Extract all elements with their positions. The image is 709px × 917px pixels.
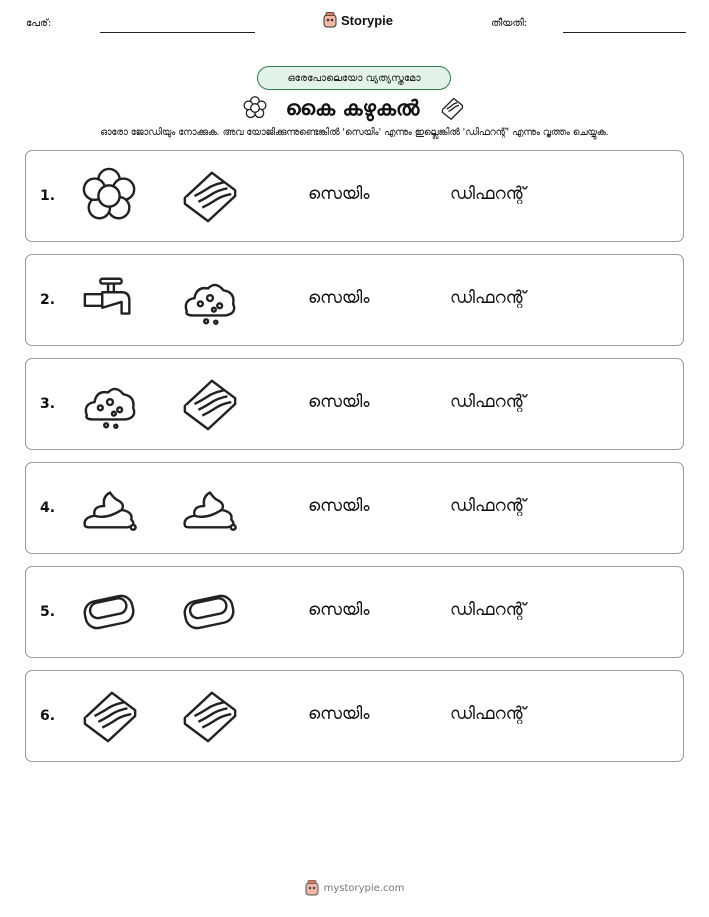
lather-icon bbox=[81, 479, 139, 537]
name-label: പേര്: bbox=[26, 18, 52, 29]
different-option[interactable]: ഡിഫറന്റ് bbox=[450, 392, 526, 412]
soap-bar-icon bbox=[181, 583, 239, 641]
question-row bbox=[25, 462, 684, 554]
foam-icon bbox=[181, 271, 239, 329]
question-number: 5. bbox=[40, 604, 56, 620]
footer-url[interactable]: mystorypie.com bbox=[323, 882, 405, 894]
same-option[interactable]: സെയിം bbox=[308, 600, 370, 620]
flower-icon bbox=[81, 167, 139, 225]
same-option[interactable]: സെയിം bbox=[308, 496, 370, 516]
sponge-icon bbox=[181, 167, 239, 225]
question-row bbox=[25, 670, 684, 762]
question-number: 3. bbox=[40, 396, 56, 412]
same-option[interactable]: സെയിം bbox=[308, 704, 370, 724]
storypie-logo-icon bbox=[323, 12, 337, 28]
title-row bbox=[0, 92, 709, 124]
different-option[interactable]: ഡിഫറന്റ് bbox=[450, 184, 526, 204]
sponge-icon bbox=[81, 687, 139, 745]
page-title: കൈ കഴുകൽ bbox=[285, 95, 420, 120]
question-row bbox=[25, 358, 684, 450]
brand bbox=[323, 12, 393, 28]
soap-bar-icon bbox=[81, 583, 139, 641]
same-option[interactable]: സെയിം bbox=[308, 184, 370, 204]
foam-icon bbox=[81, 375, 139, 433]
date-line[interactable] bbox=[563, 32, 686, 33]
tap-icon bbox=[81, 271, 139, 329]
different-option[interactable]: ഡിഫറന്റ് bbox=[450, 704, 526, 724]
question-row bbox=[25, 150, 684, 242]
question-number: 4. bbox=[40, 500, 56, 516]
date-label: തീയതി: bbox=[491, 18, 528, 29]
topic-badge bbox=[257, 66, 451, 90]
footer bbox=[0, 880, 709, 896]
topic-badge-text: ഒരേപോലെയോ വ്യത്യസ്തമോ bbox=[287, 72, 421, 84]
question-number: 1. bbox=[40, 188, 56, 204]
lather-icon bbox=[181, 479, 239, 537]
storypie-logo-icon bbox=[305, 880, 319, 896]
name-line[interactable] bbox=[100, 32, 255, 33]
flower-icon bbox=[242, 95, 268, 121]
sponge-icon bbox=[437, 95, 467, 121]
different-option[interactable]: ഡിഫറന്റ് bbox=[450, 288, 526, 308]
different-option[interactable]: ഡിഫറന്റ് bbox=[450, 496, 526, 516]
sponge-icon bbox=[181, 687, 239, 745]
different-option[interactable]: ഡിഫറന്റ് bbox=[450, 600, 526, 620]
sponge-icon bbox=[181, 375, 239, 433]
same-option[interactable]: സെയിം bbox=[308, 288, 370, 308]
instructions: ഓരോ ജോഡിയും നോക്കുക. അവ യോജിക്കുന്നുണ്ടെങ്കിൽ 'സെയിം' എന്നും ഇല്ലെങ്കിൽ 'ഡിഫറന്റ്' എന്നും വൃത്തം ചെയ്യുക. bbox=[100, 127, 609, 138]
same-option[interactable]: സെയിം bbox=[308, 392, 370, 412]
question-row bbox=[25, 254, 684, 346]
question-number: 6. bbox=[40, 708, 56, 724]
question-number: 2. bbox=[40, 292, 56, 308]
question-row bbox=[25, 566, 684, 658]
brand-name: Storypie bbox=[341, 12, 394, 28]
